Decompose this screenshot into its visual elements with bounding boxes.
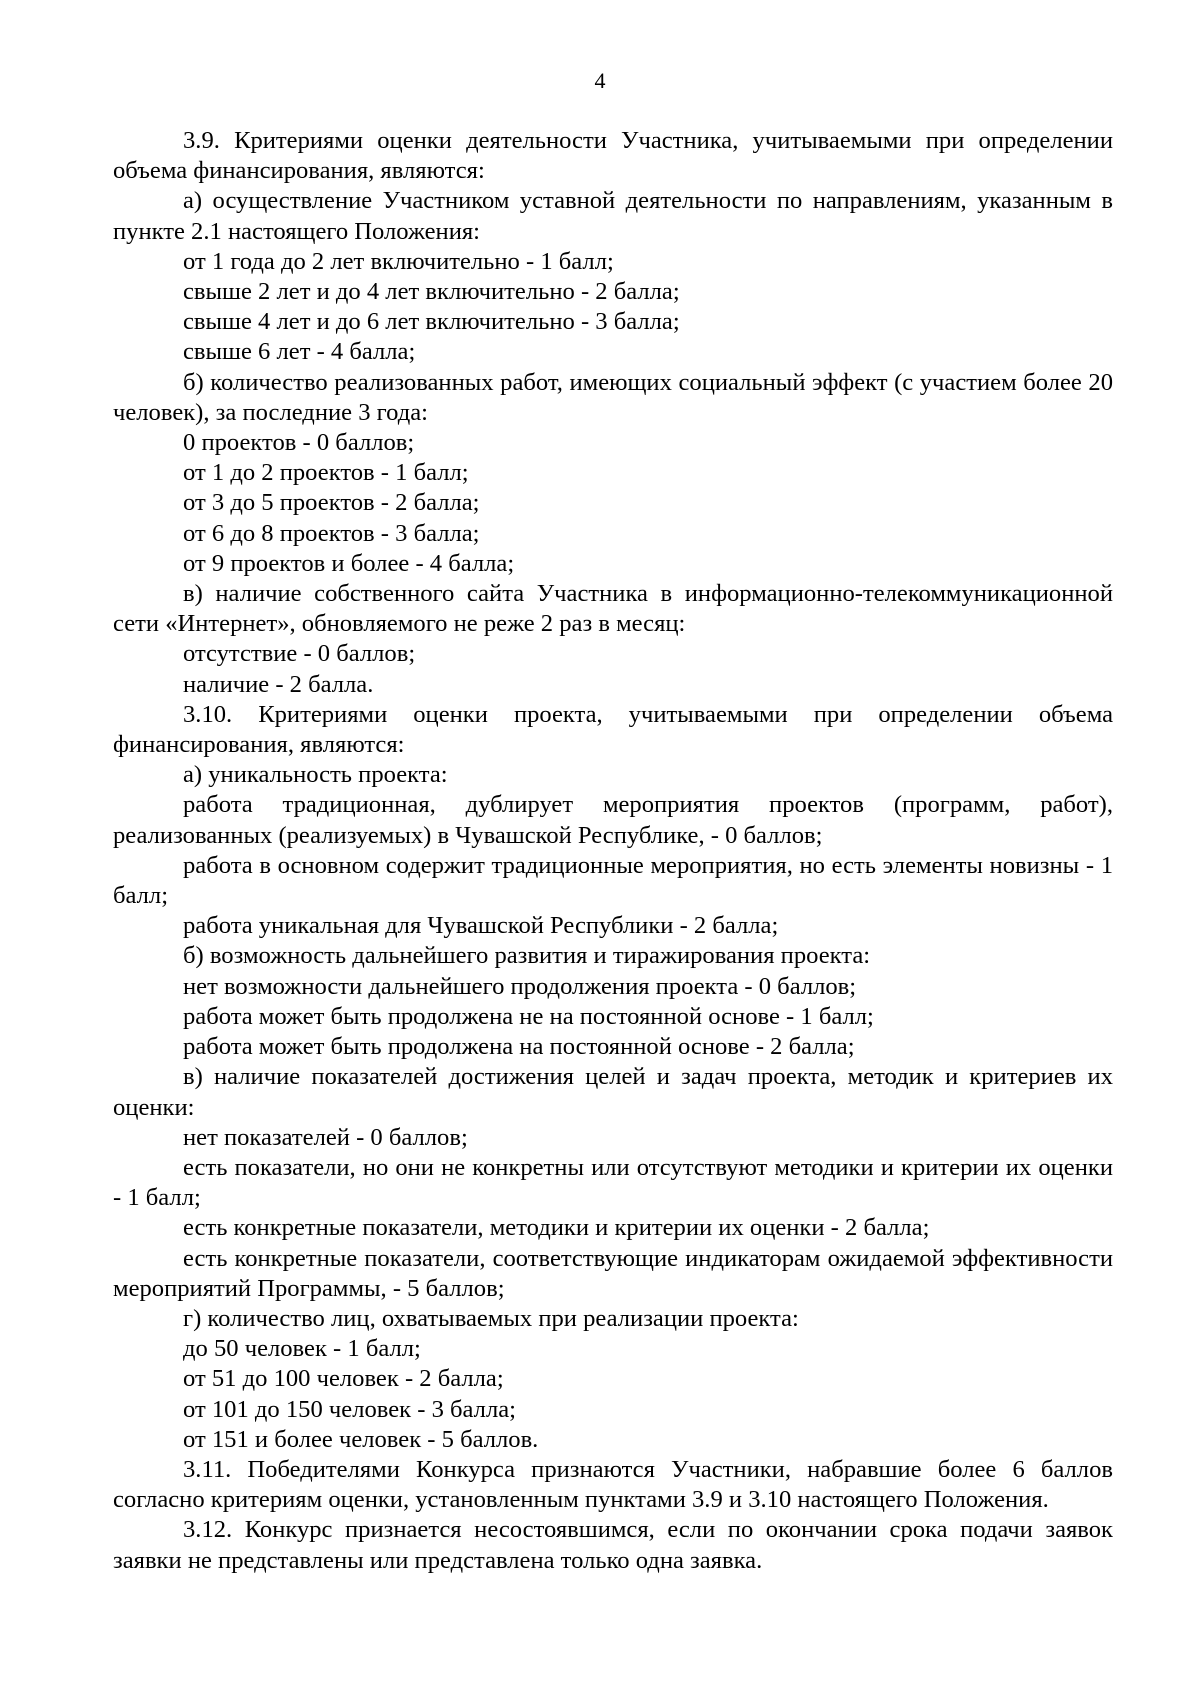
list-item: до 50 человек - 1 балл; [183, 1335, 421, 1363]
list-item: от 9 проектов и более - 4 балла; [183, 549, 515, 577]
list-item: работа уникальная для Чувашской Республики - 2 балла; [183, 912, 779, 940]
list-item: от 151 и более человек - 5 баллов. [183, 1425, 539, 1453]
list-item: работа может быть продолжена на постоянной основе - 2 балла; [183, 1033, 855, 1061]
list-item: свыше 6 лет - 4 балла; [183, 338, 416, 366]
list-item: от 3 до 5 проектов - 2 балла; [183, 489, 480, 517]
list-item: нет показателей - 0 баллов; [183, 1123, 468, 1151]
criterion-b-development: б) возможность дальнейшего развития и тиражирования проекта: [183, 942, 871, 970]
list-item: от 6 до 8 проектов - 3 балла; [183, 519, 480, 547]
criterion-d-people-count: г) количество лиц, охватываемых при реализации проекта: [183, 1304, 799, 1332]
list-item: есть конкретные показатели, методики и критерии их оценки - 2 балла; [183, 1214, 930, 1242]
list-item: есть конкретные показатели, соответствующие индикаторам ожидаемой эффективности мероприятий Программы, - 5 баллов; [113, 1244, 1113, 1302]
paragraph-3-12: 3.12. Конкурс признается несостоявшимся, если по окончании срока подачи заявок заявки не представлены или представлена только одна заявка. [113, 1516, 1113, 1574]
list-item: наличие - 2 балла. [183, 670, 374, 698]
paragraph-3-9: 3.9. Критериями оценки деятельности Участника, учитываемыми при определении объема финансирования, являются: [113, 127, 1113, 185]
document-body [113, 126, 1113, 1576]
list-item: от 101 до 150 человек - 3 балла; [183, 1395, 516, 1423]
criterion-a-statutory-activity: а) осуществление Участником уставной деятельности по направлениям, указанным в пункте 2.1 настоящего Положения: [113, 187, 1113, 245]
list-item: 0 проектов - 0 баллов; [183, 429, 415, 457]
page-number: 4 [594, 68, 606, 93]
criterion-c-website: в) наличие собственного сайта Участника в информационно-телекоммуникационной сети «Интернет», обновляемого не реже 2 раз в месяц: [113, 580, 1113, 638]
list-item: нет возможности дальнейшего продолжения проекта - 0 баллов; [183, 972, 857, 1000]
list-item: отсутствие - 0 баллов; [183, 640, 416, 668]
list-item: свыше 4 лет и до 6 лет включительно - 3 балла; [183, 308, 680, 336]
list-item: от 1 до 2 проектов - 1 балл; [183, 459, 469, 487]
paragraph-3-11: 3.11. Победителями Конкурса признаются Участники, набравшие более 6 баллов согласно критериям оценки, установленным пунктами 3.9 и 3.10 настоящего Положения. [113, 1455, 1113, 1514]
list-item: от 1 года до 2 лет включительно - 1 балл; [183, 247, 614, 275]
list-item: работа может быть продолжена не на постоянной основе - 1 балл; [183, 1002, 874, 1030]
list-item: работа традиционная, дублирует мероприятия проектов (программ, работ), реализованных (реализуемых) в Чувашской Республике, - 0 баллов; [113, 791, 1113, 849]
criterion-c-indicators: в) наличие показателей достижения целей и задач проекта, методик и критериев их оценки: [113, 1063, 1113, 1121]
list-item: свыше 2 лет и до 4 лет включительно - 2 балла; [183, 278, 680, 306]
criterion-b-implemented-works: б) количество реализованных работ, имеющих социальный эффект (с участием более 20 человек), за последние 3 года: [113, 368, 1113, 426]
list-item: работа в основном содержит традиционные мероприятия, но есть элементы новизны - 1 балл; [113, 851, 1113, 910]
list-item: есть показатели, но они не конкретны или отсутствуют методики и критерии их оценки - 1 балл; [113, 1153, 1113, 1212]
paragraph-3-10: 3.10. Критериями оценки проекта, учитываемыми при определении объема финансирования, являются: [113, 700, 1113, 759]
criterion-a-uniqueness: а) уникальность проекта: [183, 761, 448, 789]
list-item: от 51 до 100 человек - 2 балла; [183, 1365, 504, 1393]
